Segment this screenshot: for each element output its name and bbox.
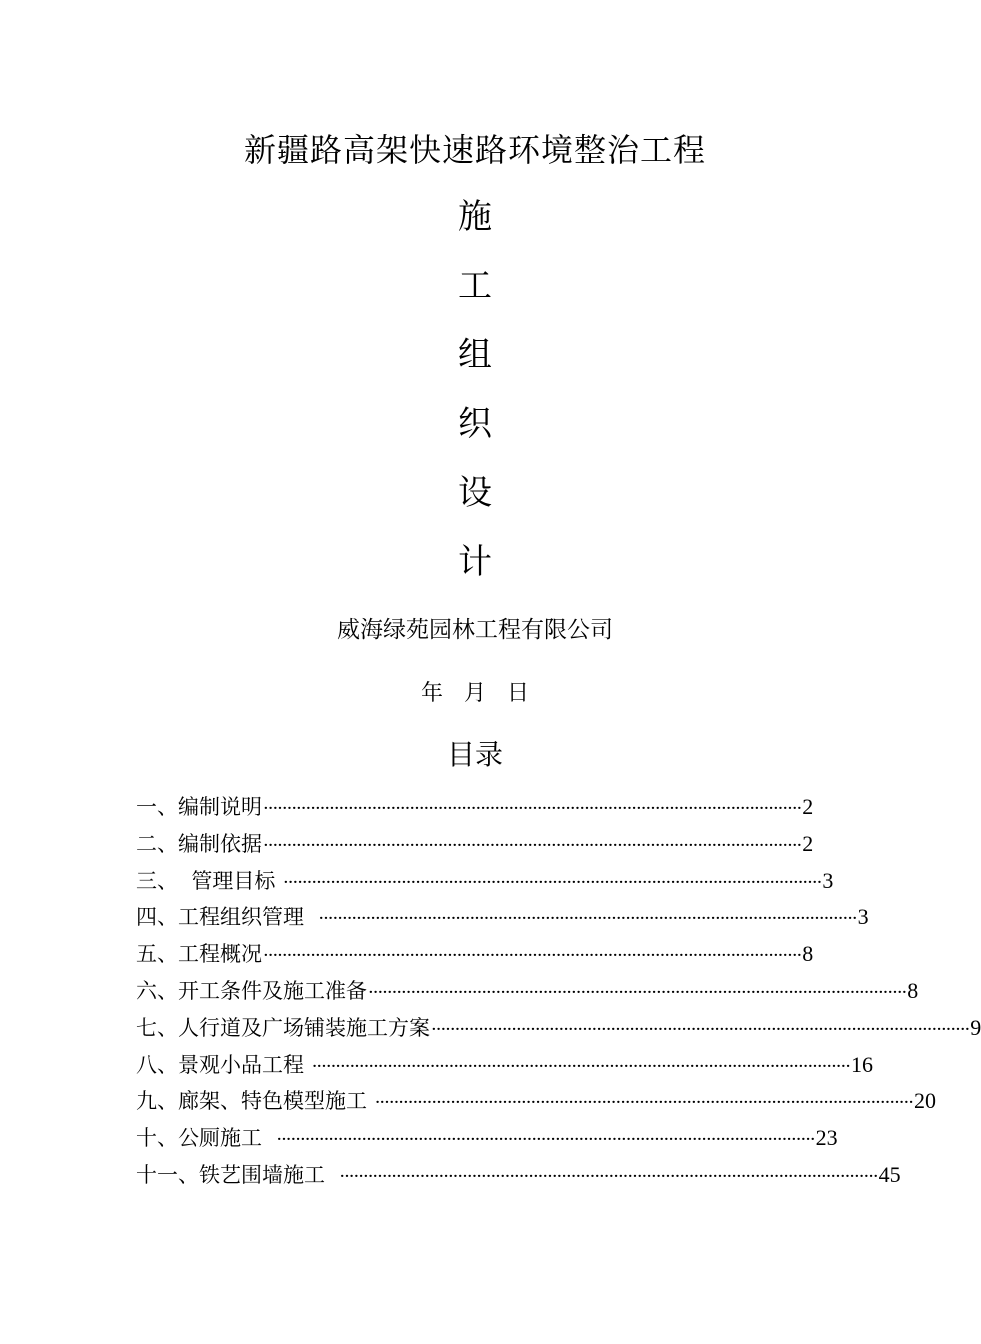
toc-leader-dots: ·················································································································· <box>263 945 802 967</box>
company-name: 威海绿苑园林工程有限公司 <box>337 617 613 643</box>
toc-entry[interactable] <box>136 1048 873 1085</box>
date-line: 年 月 日 <box>421 681 529 706</box>
toc-leader-dots: ·················································································································· <box>339 1165 878 1187</box>
toc-leader-dots: ·················································································································· <box>374 1092 913 1114</box>
toc-entry[interactable] <box>136 900 869 937</box>
document-title-char: 计 <box>458 542 492 582</box>
toc-entry-page: 9 <box>970 1014 981 1040</box>
toc-entry-page: 2 <box>802 794 814 819</box>
toc-leader-dots: ·················································································································· <box>263 798 802 819</box>
toc-entry-page: 8 <box>907 977 919 1003</box>
toc-entry[interactable] <box>136 827 814 864</box>
toc-entry-label: 十、公厕施工 <box>136 1126 276 1151</box>
table-of-contents <box>136 790 981 1195</box>
toc-entry-page: 16 <box>850 1051 873 1077</box>
toc-entry-page: 8 <box>802 941 814 967</box>
toc-heading: 目录 <box>446 738 503 771</box>
toc-leader-dots: ·················································································································· <box>318 908 857 930</box>
toc-leader-dots: ·················································································································· <box>263 834 802 856</box>
project-title: 新疆路高架快速路环境整治工程 <box>243 131 706 169</box>
toc-entry-label: 七、人行道及广场铺装施工方案 <box>136 1015 430 1040</box>
toc-entry-label: 四、工程组织管理 <box>136 905 318 930</box>
toc-entry-page: 3 <box>857 904 869 930</box>
toc-leader-dots: ·················································································································· <box>431 1018 970 1040</box>
toc-entry-label: 五、工程概况 <box>136 942 262 967</box>
toc-entry-page: 2 <box>802 830 814 856</box>
toc-entry[interactable] <box>136 1084 936 1121</box>
toc-entry-label: 十一、铁艺围墙施工 <box>136 1162 339 1187</box>
document-title-char: 设 <box>458 473 492 513</box>
document-title-char: 织 <box>458 404 492 444</box>
toc-entry-label: 九、廊架、特色模型施工 <box>136 1089 374 1114</box>
toc-leader-dots: ·················································································································· <box>368 981 907 1003</box>
toc-entry-page: 20 <box>913 1088 936 1114</box>
document-title-char: 组 <box>458 335 492 375</box>
toc-entry-page: 23 <box>815 1125 838 1151</box>
toc-entry-label: 二、编制依据 <box>136 831 262 856</box>
toc-entry-page: 45 <box>878 1161 901 1187</box>
toc-entry-label: 一、编制说明 <box>136 795 262 819</box>
toc-entry[interactable] <box>136 937 814 974</box>
toc-entry-label: 六、开工条件及施工准备 <box>136 978 367 1003</box>
toc-entry[interactable] <box>136 790 814 827</box>
toc-entry[interactable] <box>136 1121 838 1158</box>
document-title-char: 工 <box>458 266 492 306</box>
toc-entry[interactable] <box>136 1011 981 1048</box>
toc-entry-label: 三、 管理目标 <box>136 868 283 893</box>
toc-entry[interactable] <box>136 974 919 1011</box>
document-title <box>0 186 950 600</box>
toc-entry-label: 八、景观小品工程 <box>136 1052 311 1077</box>
toc-entry[interactable] <box>136 864 834 901</box>
toc-entry[interactable] <box>136 1158 901 1195</box>
toc-leader-dots: ·················································································································· <box>283 871 822 893</box>
toc-entry-page: 3 <box>822 867 834 893</box>
toc-leader-dots: ·················································································································· <box>311 1055 850 1077</box>
toc-leader-dots: ·················································································································· <box>276 1129 815 1151</box>
document-title-char: 施 <box>458 197 492 237</box>
